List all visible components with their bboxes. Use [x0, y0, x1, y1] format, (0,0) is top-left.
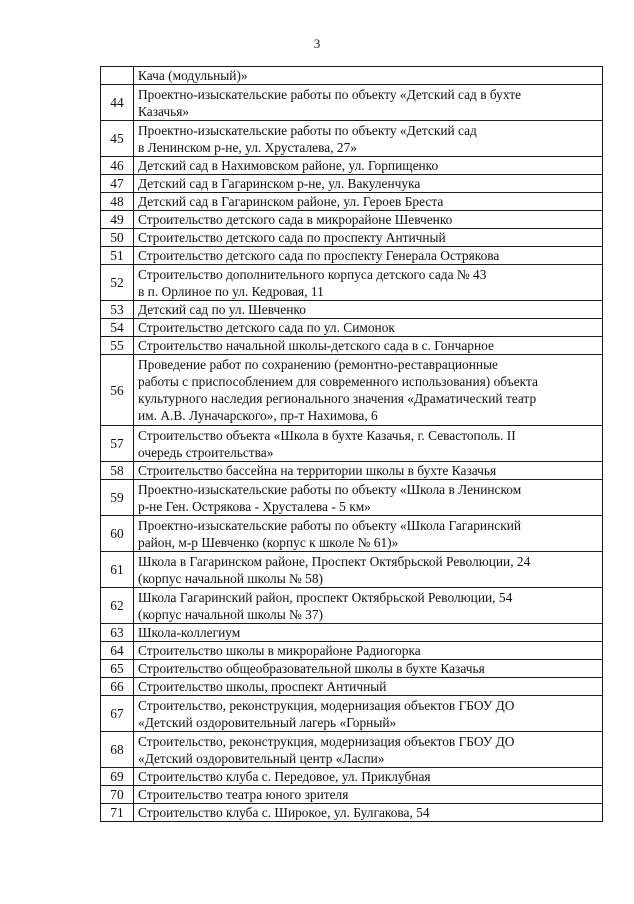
row-description [134, 660, 603, 678]
projects-table-body [101, 67, 603, 822]
table-row [101, 67, 603, 85]
description-line: в Ленинском р-не, ул. Хрусталева, 27» [138, 139, 357, 155]
table-row [101, 229, 603, 247]
table-row [101, 678, 603, 696]
table-row [101, 247, 603, 265]
row-description [134, 426, 603, 462]
description-line: Строительство общеобразовательной школы в бухте Казачья [138, 661, 485, 676]
description-line: Строительство детского сада по проспекту Генерала Острякова [138, 248, 500, 263]
row-number: 56 [101, 355, 134, 426]
description-line: «Детский оздоровительный лагерь «Горный» [138, 714, 397, 730]
table-row [101, 696, 603, 732]
description-line: Детский сад в Гагаринском районе, ул. Героев Бреста [138, 194, 444, 209]
row-number: 49 [101, 211, 134, 229]
page-number: 3 [313, 36, 321, 51]
description-line: Строительство школы в микрорайоне Радиогорка [138, 643, 421, 658]
row-description [134, 804, 603, 822]
table-row [101, 588, 603, 624]
table-row [101, 301, 603, 319]
row-description [134, 85, 603, 121]
row-number: 68 [101, 732, 134, 768]
table-row [101, 85, 603, 121]
row-number: 69 [101, 768, 134, 786]
description-line: Строительство детского сада по ул. Симонок [138, 320, 395, 335]
row-description [134, 552, 603, 588]
description-line: Детский сад в Нахимовском районе, ул. Горпищенко [138, 158, 439, 173]
row-number: 48 [101, 193, 134, 211]
row-number: 55 [101, 337, 134, 355]
table-row [101, 768, 603, 786]
description-line: Кача (модульный)» [138, 68, 248, 83]
row-description [134, 355, 603, 426]
row-number: 60 [101, 516, 134, 552]
row-number: 70 [101, 786, 134, 804]
description-line: Проектно-изыскательские работы по объекту «Детский сад в бухте [138, 86, 522, 102]
row-number: 62 [101, 588, 134, 624]
row-description [134, 247, 603, 265]
description-line: Детский сад по ул. Шевченко [138, 302, 306, 317]
table-row [101, 462, 603, 480]
row-number: 53 [101, 301, 134, 319]
row-description [134, 624, 603, 642]
table-row [101, 516, 603, 552]
row-description [134, 121, 603, 157]
description-line: работы с приспособлением для современного использования) объекта [138, 374, 538, 389]
row-description [134, 678, 603, 696]
table-row [101, 121, 603, 157]
description-line: (корпус начальной школы № 37) [138, 606, 324, 622]
projects-table [100, 66, 603, 822]
description-line: Строительство, реконструкция, модернизация объектов ГБОУ ДО [138, 733, 515, 749]
row-number: 67 [101, 696, 134, 732]
table-row [101, 265, 603, 301]
row-number [101, 67, 134, 85]
table-row [101, 319, 603, 337]
table-row [101, 157, 603, 175]
description-line: Строительство клуба с. Широкое, ул. Булгакова, 54 [138, 805, 430, 820]
table-row [101, 642, 603, 660]
row-number: 58 [101, 462, 134, 480]
row-number: 57 [101, 426, 134, 462]
row-number: 45 [101, 121, 134, 157]
description-line: Строительство театра юного зрителя [138, 787, 349, 802]
row-description [134, 157, 603, 175]
row-description [134, 642, 603, 660]
row-description [134, 462, 603, 480]
description-line: Проектно-изыскательские работы по объекту «Школа Гагаринский [138, 517, 522, 533]
row-number: 54 [101, 319, 134, 337]
description-line: в п. Орлиное по ул. Кедровая, 11 [138, 283, 324, 299]
row-number: 71 [101, 804, 134, 822]
description-line: очередь строительства» [138, 444, 274, 460]
row-description [134, 265, 603, 301]
description-line: Строительство, реконструкция, модернизация объектов ГБОУ ДО [138, 697, 515, 713]
row-number: 44 [101, 85, 134, 121]
table-row [101, 804, 603, 822]
row-number: 65 [101, 660, 134, 678]
description-line: Школа-коллегиум [138, 625, 241, 640]
description-line: Школа Гагаринский район, проспект Октябрьской Революции, 54 [138, 589, 513, 605]
row-number: 50 [101, 229, 134, 247]
row-description [134, 337, 603, 355]
row-number: 63 [101, 624, 134, 642]
description-line: Строительство объекта «Школа в бухте Казачья, г. Севастополь. II [138, 427, 516, 443]
row-description [134, 211, 603, 229]
row-number: 52 [101, 265, 134, 301]
description-line: Строительство начальной школы-детского сада в с. Гончарное [138, 338, 494, 353]
row-description [134, 301, 603, 319]
description-line: Строительство клуба с. Передовое, ул. Приклубная [138, 769, 431, 784]
table-row [101, 211, 603, 229]
table-row [101, 480, 603, 516]
description-line: Строительство детского сада по проспекту Античный [138, 230, 446, 245]
description-line: Казачья» [138, 103, 190, 119]
row-description [134, 768, 603, 786]
table-row [101, 355, 603, 426]
description-line: «Детский оздоровительный центр «Ласпи» [138, 750, 385, 766]
table-row [101, 786, 603, 804]
row-description [134, 193, 603, 211]
table-row [101, 426, 603, 462]
description-line: Школа в Гагаринском районе, Проспект Октябрьской Революции, 24 [138, 553, 531, 569]
table-row [101, 732, 603, 768]
row-description [134, 67, 603, 85]
row-description [134, 588, 603, 624]
row-number: 66 [101, 678, 134, 696]
row-description [134, 732, 603, 768]
row-number: 64 [101, 642, 134, 660]
row-description [134, 175, 603, 193]
row-number: 61 [101, 552, 134, 588]
row-description [134, 480, 603, 516]
table-row [101, 552, 603, 588]
row-number: 46 [101, 157, 134, 175]
table-row [101, 660, 603, 678]
row-description [134, 786, 603, 804]
row-number: 47 [101, 175, 134, 193]
description-line: Проведение работ по сохранению (ремонтно-реставрационные [138, 357, 499, 372]
table-row [101, 624, 603, 642]
description-line: Строительство детского сада в микрорайоне Шевченко [138, 212, 453, 227]
row-description [134, 319, 603, 337]
description-line: Проектно-изыскательские работы по объекту «Школа в Ленинском [138, 481, 522, 497]
description-line: р-не Ген. Острякова - Хрусталева - 5 км» [138, 498, 371, 514]
row-number: 59 [101, 480, 134, 516]
table-row [101, 175, 603, 193]
description-line: (корпус начальной школы № 58) [138, 570, 324, 586]
row-number: 51 [101, 247, 134, 265]
row-description [134, 229, 603, 247]
row-description [134, 696, 603, 732]
description-line: Строительство школы, проспект Античный [138, 679, 387, 694]
description-line: культурного наследия регионального значения «Драматический театр [138, 391, 537, 406]
description-line: им. А.В. Луначарского», пр-т Нахимова, 6 [138, 408, 378, 423]
description-line: Детский сад в Гагаринском р-не, ул. Вакуленчука [138, 176, 421, 191]
description-line: Проектно-изыскательские работы по объекту «Детский сад [138, 122, 477, 138]
row-description [134, 516, 603, 552]
table-row [101, 193, 603, 211]
description-line: Строительство дополнительного корпуса детского сада № 43 [138, 266, 487, 282]
description-line: район, м-р Шевченко (корпус к школе № 61)» [138, 534, 399, 550]
description-line: Строительство бассейна на территории школы в бухте Казачья [138, 463, 497, 478]
table-row [101, 337, 603, 355]
